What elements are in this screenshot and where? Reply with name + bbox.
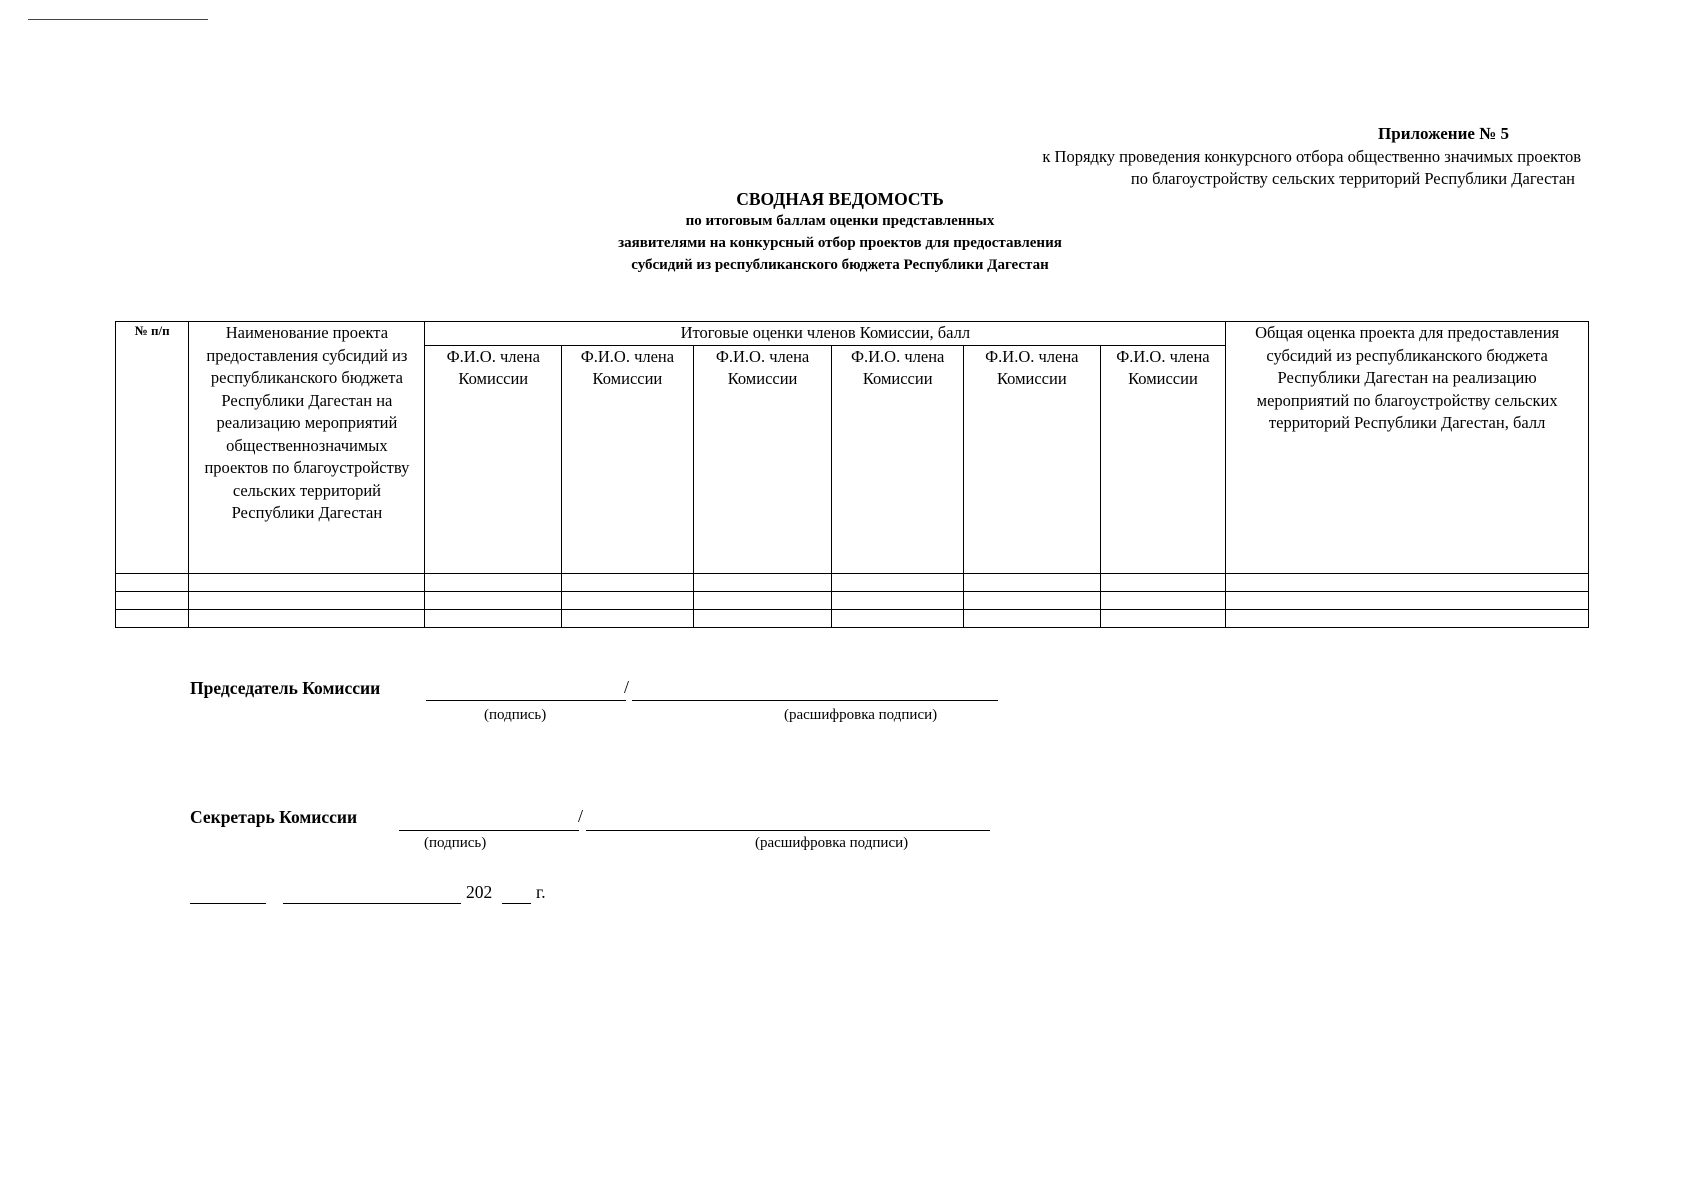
- column-header-total-score: Общая оценка проекта для предоставления субсидий из республиканского бюджета Республики Дагестан на реализацию мероприятий по благоустройству сельских территорий Республики Дагестан, балл: [1226, 322, 1589, 574]
- table-cell: [116, 609, 189, 627]
- table-row: [116, 573, 1589, 591]
- column-header-member-3: Ф.И.О. члена Комиссии: [693, 345, 832, 573]
- top-rule: [28, 19, 208, 20]
- document-subtitle-line-3: субсидий из республиканского бюджета Республики Дагестан: [631, 257, 1049, 273]
- date-day-line[interactable]: [190, 903, 266, 904]
- secretary-label: Секретарь Комиссии: [190, 807, 358, 827]
- table-cell: [1226, 573, 1589, 591]
- chairman-signature-caption: (подпись): [484, 707, 547, 723]
- table-row: [116, 591, 1589, 609]
- date-year-line[interactable]: [502, 903, 531, 904]
- document-heading: [460, 188, 1220, 276]
- summary-table: [115, 321, 1589, 628]
- appendix-subtitle: [1042, 146, 1581, 190]
- document-title: СВОДНАЯ ВЕДОМОСТЬ: [736, 189, 944, 209]
- table-cell: [832, 609, 964, 627]
- table-cell: [189, 609, 425, 627]
- column-header-member-1: Ф.И.О. члена Комиссии: [425, 345, 562, 573]
- secretary-slash: /: [578, 806, 584, 826]
- column-header-member-2: Ф.И.О. члена Комиссии: [562, 345, 694, 573]
- table-cell: [116, 591, 189, 609]
- date-month-line[interactable]: [283, 903, 461, 904]
- table-cell: [1100, 573, 1226, 591]
- appendix-subtitle-line-1: к Порядку проведения конкурсного отбора общественно значимых проектов: [1042, 147, 1581, 166]
- date-year-suffix: г.: [536, 882, 546, 902]
- column-header-member-4: Ф.И.О. члена Комиссии: [832, 345, 964, 573]
- chairman-decode-caption: (расшифровка подписи): [784, 707, 938, 723]
- table-cell: [562, 609, 694, 627]
- secretary-signature-caption: (подпись): [424, 835, 487, 851]
- table-cell: [425, 609, 562, 627]
- table-cell: [964, 591, 1101, 609]
- appendix-subtitle-line-2: по благоустройству сельских территорий Республики Дагестан: [1130, 169, 1575, 188]
- column-header-project-name: Наименование проекта предоставления субсидий из республиканского бюджета Республики Дагестан на реализацию мероприятий общественнозначимых проектов по благоустройству сельских территорий Республики Дагестан: [189, 322, 425, 574]
- column-header-member-5: Ф.И.О. члена Комиссии: [964, 345, 1101, 573]
- table-cell: [189, 591, 425, 609]
- secretary-decode-line[interactable]: [586, 830, 990, 831]
- table-cell: [189, 573, 425, 591]
- column-header-member-scores: Итоговые оценки членов Комиссии, балл: [425, 322, 1226, 346]
- table-cell: [964, 609, 1101, 627]
- chairman-signature-line[interactable]: [426, 700, 626, 701]
- table-row: [116, 609, 1589, 627]
- document-subtitle-line-2: заявителями на конкурсный отбор проектов для предоставления: [618, 235, 1062, 251]
- table-cell: [562, 591, 694, 609]
- table-cell: [1100, 609, 1226, 627]
- table-cell: [562, 573, 694, 591]
- document-subtitle-line-1: по итоговым баллам оценки представленных: [685, 213, 995, 229]
- table-cell: [964, 573, 1101, 591]
- chairman-label: Председатель Комиссии: [190, 678, 381, 698]
- chairman-decode-line[interactable]: [632, 700, 998, 701]
- column-header-number: № п/п: [116, 322, 189, 574]
- secretary-signature-line[interactable]: [399, 830, 579, 831]
- table-cell: [832, 591, 964, 609]
- table-cell: [1226, 609, 1589, 627]
- header-row-1: [116, 322, 1589, 346]
- table-cell: [1226, 591, 1589, 609]
- column-header-member-6: Ф.И.О. члена Комиссии: [1100, 345, 1226, 573]
- table-cell: [693, 591, 832, 609]
- table-cell: [1100, 591, 1226, 609]
- table-cell: [425, 591, 562, 609]
- table-cell: [116, 573, 189, 591]
- appendix-title: Приложение № 5: [1378, 124, 1509, 143]
- table-cell: [693, 609, 832, 627]
- date-year-prefix: 202: [466, 882, 493, 902]
- chairman-slash: /: [624, 677, 630, 697]
- table-cell: [693, 573, 832, 591]
- secretary-decode-caption: (расшифровка подписи): [755, 835, 909, 851]
- table-cell: [425, 573, 562, 591]
- table-cell: [832, 573, 964, 591]
